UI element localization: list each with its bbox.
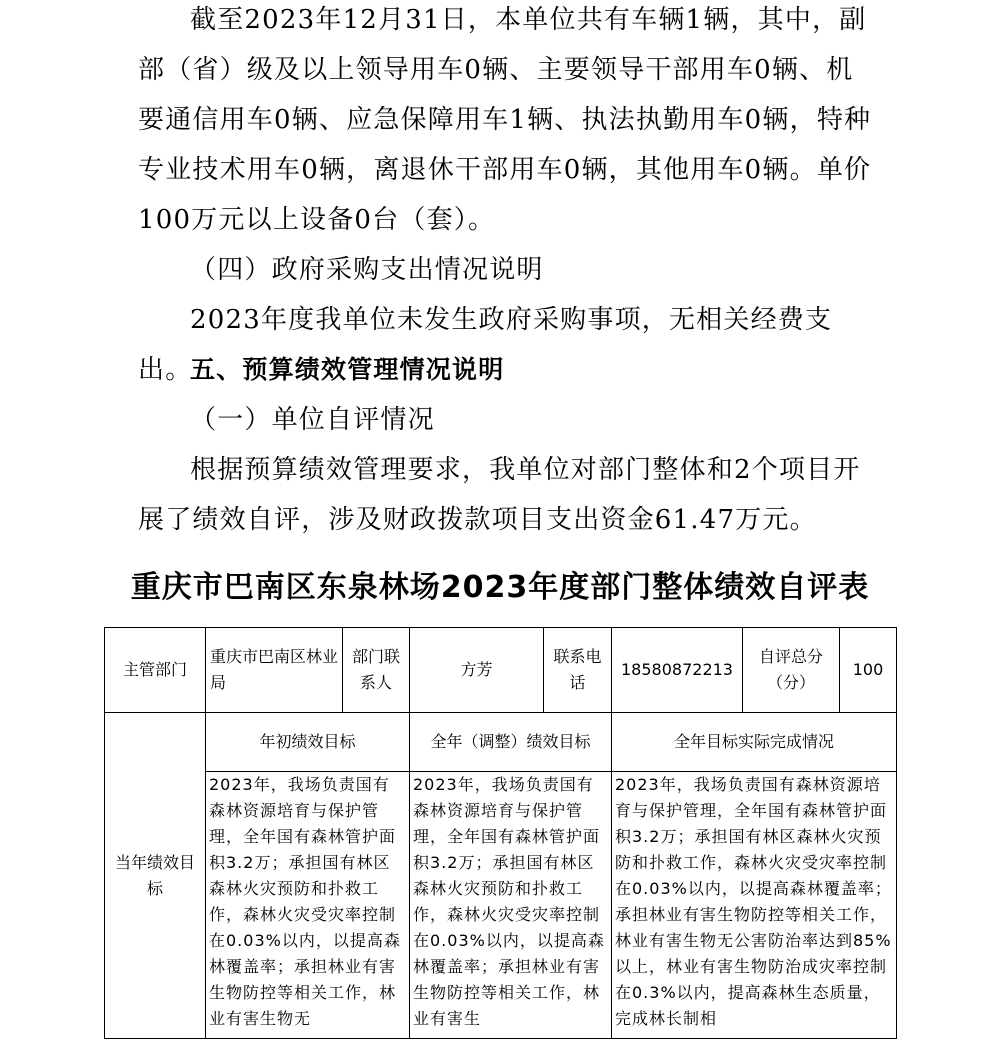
dept-value: 重庆市巴南区林业局: [206, 628, 343, 713]
phone-label: 联系电话: [544, 628, 612, 713]
self-eval-heading-block: [138, 395, 880, 445]
header-adjusted-goal: 全年（调整）绩效目标: [410, 713, 612, 772]
actual-completion-text: 2023年，我场负责国有森林资源培育与保护管理，全年国有森林管护面积3.2万；承担国有林区森林火灾预防和扑救工作，森林火灾受灾率控制在0.03%以内，以提高森林覆盖率；承担林业有害生物防控等相关工作，林业有害生物无公害防治率达到85%以上，林业有害生物防治成灾率控制在0.3%以内，提高森林生态质量，完成林长制相: [615, 775, 892, 1028]
vehicles-text: 截至2023年12月31日，本单位共有车辆1辆，其中，副部（省）级及以上领导用车0辆、主要领导干部用车0辆、机要通信用车0辆、应急保障用车1辆、执法执勤用车0辆，特种专业技术用车0辆，离退休干部用车0辆，其他用车0辆。单价100万元以上设备0台（套）。: [138, 5, 872, 235]
adjusted-goal-cell: [410, 772, 612, 1039]
section5-heading: 五、预算绩效管理情况说明: [190, 355, 505, 384]
section5-heading-block: [138, 345, 880, 395]
contact-label: 部门联系人: [343, 628, 410, 713]
contact-value: 方芳: [410, 628, 544, 713]
vehicles-paragraph: [138, 0, 880, 245]
initial-goal-text: 2023年，我场负责国有森林资源培育与保护管理，全年国有森林管护面积3.2万；承担国有林区森林火灾预防和扑救工作，森林火灾受灾率控制在0.03%以内，以提高森林覆盖率；承担林业有害生物防控等相关工作，林业有害生物无: [209, 775, 401, 1028]
self-eval-paragraph: [138, 445, 880, 545]
adjusted-goal-text: 2023年，我场负责国有森林资源培育与保护管理，全年国有森林管护面积3.2万；承担国有林区森林火灾预防和扑救工作，森林火灾受灾率控制在0.03%以内，以提高森林覆盖率；承担林业有害生物防控等相关工作，林业有害生: [413, 775, 605, 1028]
procurement-heading-block: [138, 245, 880, 295]
table-row-headers: [105, 713, 897, 772]
table-row-goals: [105, 772, 897, 1039]
dept-label: 主管部门: [105, 628, 206, 713]
actual-completion-cell: [612, 772, 897, 1039]
score-label: 自评总分（分）: [743, 628, 840, 713]
header-actual-completion: 全年目标实际完成情况: [612, 713, 897, 772]
evaluation-table: [104, 627, 897, 1039]
self-eval-text: 根据预算绩效管理要求，我单位对部门整体和2个项目开展了绩效自评，涉及财政拨款项目支出资金61.47万元。: [138, 455, 861, 535]
performance-goal-label: 当年绩效目标: [105, 713, 206, 1039]
table-row-info: [105, 628, 897, 713]
procurement-heading: （四）政府采购支出情况说明: [190, 255, 544, 285]
table-title: 重庆市巴南区东泉林场2023年度部门整体绩效自评表: [130, 570, 870, 605]
header-initial-goal: 年初绩效目标: [206, 713, 410, 772]
procurement-text: 2023年度我单位未发生政府采购事项，无相关经费支出。: [138, 305, 833, 385]
score-value: 100: [840, 628, 897, 713]
initial-goal-cell: [206, 772, 410, 1039]
phone-value: 18580872213: [612, 628, 743, 713]
self-eval-heading: （一）单位自评情况: [190, 405, 435, 435]
